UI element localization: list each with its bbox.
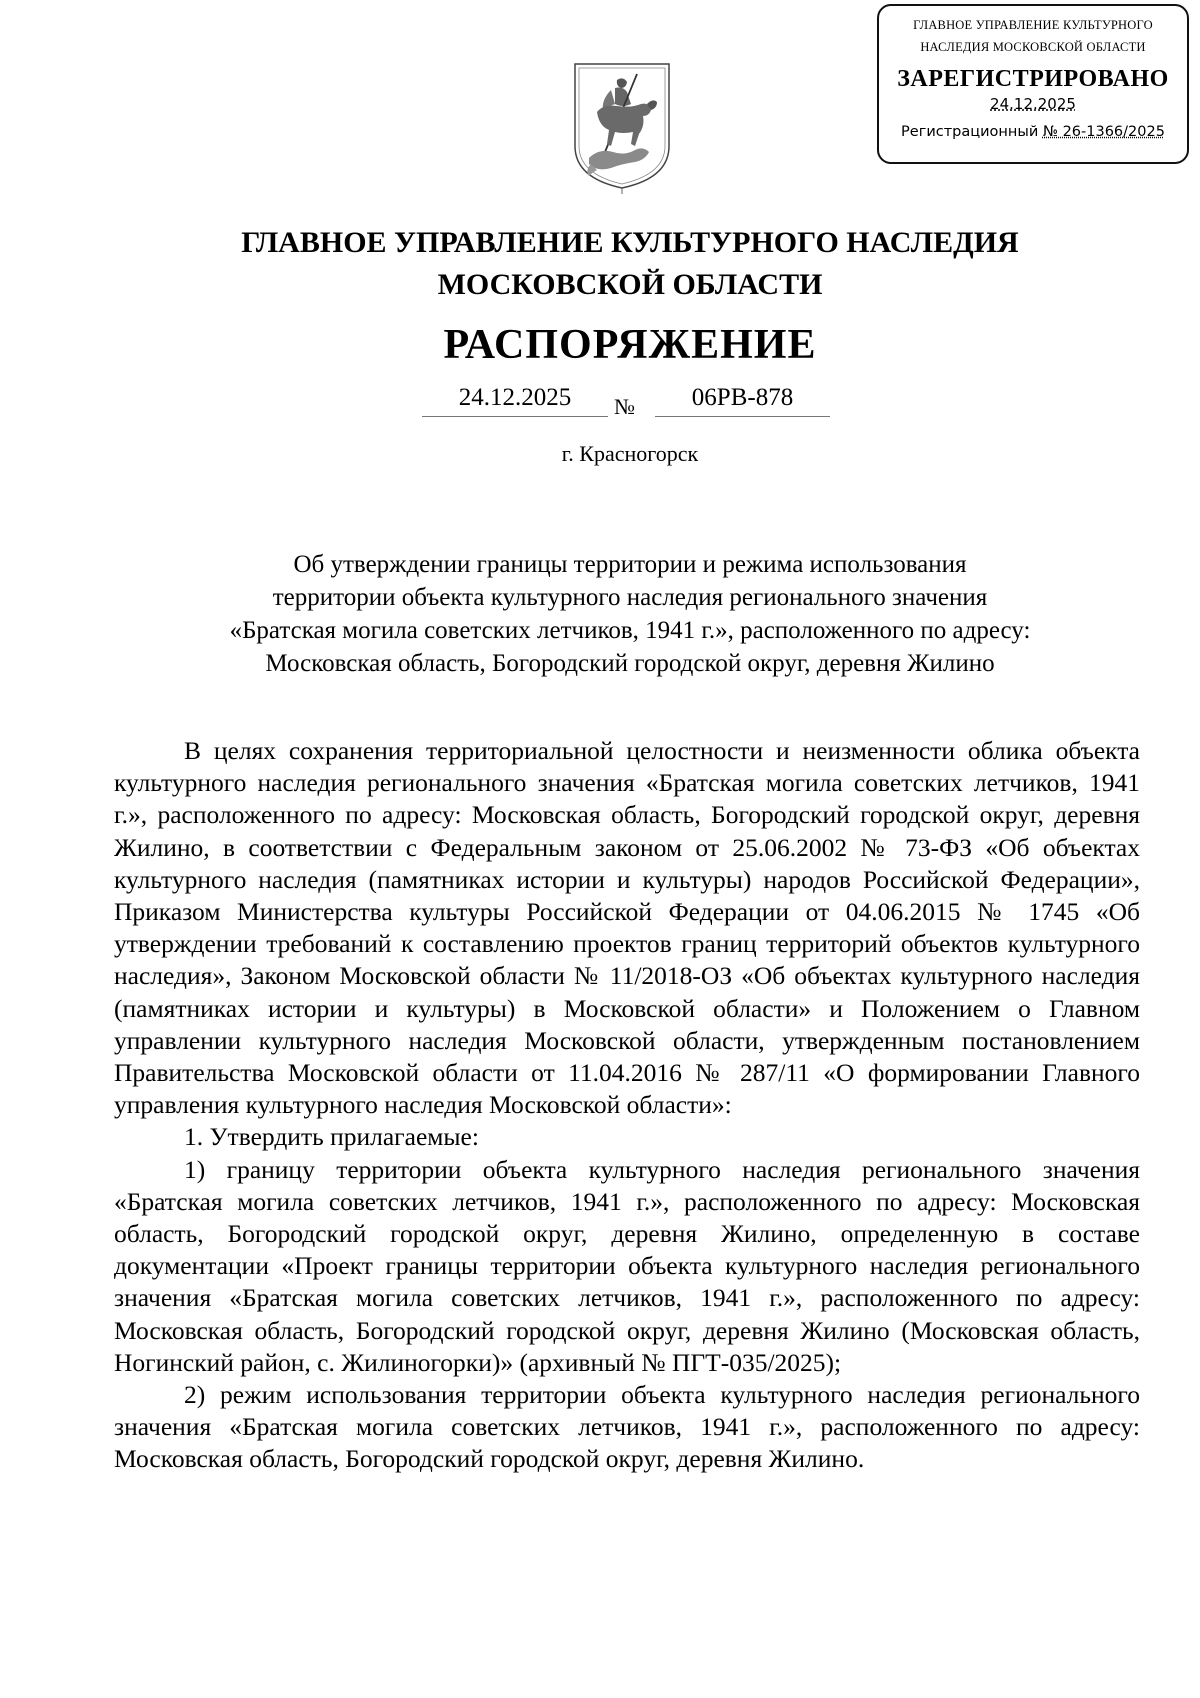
- stamp-status: ЗАРЕГИСТРИРОВАНО: [897, 66, 1169, 92]
- subject-line: территории объекта культурного наследия регионального значения: [272, 584, 988, 611]
- moscow-oblast-coat-of-arms-icon: [567, 60, 677, 195]
- number-sign: №: [614, 394, 635, 419]
- document-body: [114, 735, 1140, 1476]
- subject-line: «Братская могила советских летчиков, 1941 г.», расположенного по адресу:: [229, 617, 1031, 644]
- organization-title-line2: МОСКОВСКОЙ ОБЛАСТИ: [437, 268, 823, 301]
- document-date: 24.12.2025: [422, 384, 608, 417]
- stamp-reg-value: № 26-1366/2025: [1042, 124, 1165, 140]
- stamp-registration-number: [879, 122, 1187, 142]
- stamp-organization: [879, 14, 1187, 58]
- organization-title-line1: ГЛАВНОЕ УПРАВЛЕНИЕ КУЛЬТУРНОГО НАСЛЕДИЯ: [241, 226, 1019, 259]
- date-number-line: [0, 380, 1200, 420]
- item-1-1-paragraph: 1) границу территории объекта культурного наследия регионального значения «Братская могила советских летчиков, 1941 г.», расположенного по адресу: Московская область, Богородский городской округ, деревня Жилино, определенную в составе документации «Проект границы территории объекта культурного наследия регионального значения «Братская могила советских летчиков, 1941 г.», расположенного по адресу: Московская область, Богородский городской округ, деревня Жилино (Московская область, Ногинский район, с. Жилиногорки)» (архивный № ПГТ-035/2025);: [114, 1154, 1140, 1377]
- registration-stamp: [877, 4, 1189, 164]
- document-type-title: РАСПОРЯЖЕНИЕ: [443, 322, 817, 368]
- item-1-paragraph: 1. Утвердить прилагаемые:: [184, 1122, 479, 1152]
- document-subject: [150, 548, 1110, 680]
- document-city: г. Красногорск: [561, 441, 699, 466]
- subject-line: Об утверждении границы территории и режима использования: [293, 551, 967, 578]
- organization-title: [0, 222, 1200, 306]
- preamble-paragraph: В целях сохранения территориальной целостности и неизменности облика объекта культурного наследия регионального значения «Братская могила советских летчиков, 1941 г.», расположенного по адресу: Московская область, Богородский городской округ, деревня Жилино, в соответствии с Федеральным законом от 25.06.2002 № 73-ФЗ «Об объектах культурного наследия (памятниках истории и культуры) народов Российской Федерации», Приказом Министерства культуры Российской Федерации от 04.06.2015 № 1745 «Об утверждении требований к составлению проектов границ территорий объектов культурного наследия», Законом Московской области № 11/2018-ОЗ «Об объектах культурного наследия (памятниках истории и культуры) в Московской области» и Положением о Главном управлении культурного наследия Московской области, утвержденным постановлением Правительства Московской области от 11.04.2016 № 287/11 «О формировании Главного управления культурного наследия Московской области»:: [114, 736, 1140, 1120]
- stamp-date: 24.12.2025: [990, 95, 1076, 113]
- stamp-reg-label: Регистрационный: [901, 124, 1039, 140]
- subject-line: Московская область, Богородский городской округ, деревня Жилино: [265, 650, 995, 677]
- stamp-org-line1: ГЛАВНОЕ УПРАВЛЕНИЕ КУЛЬТУРНОГО: [913, 18, 1153, 32]
- document-number: 06РВ-878: [655, 384, 830, 417]
- item-1-2-paragraph: 2) режим использования территории объекта культурного наследия регионального значения «Братская могила советских летчиков, 1941 г.», расположенного по адресу: Московская область, Богородский городской округ, деревня Жилино.: [114, 1380, 1140, 1474]
- stamp-org-line2: НАСЛЕДИЯ МОСКОВСКОЙ ОБЛАСТИ: [920, 40, 1146, 54]
